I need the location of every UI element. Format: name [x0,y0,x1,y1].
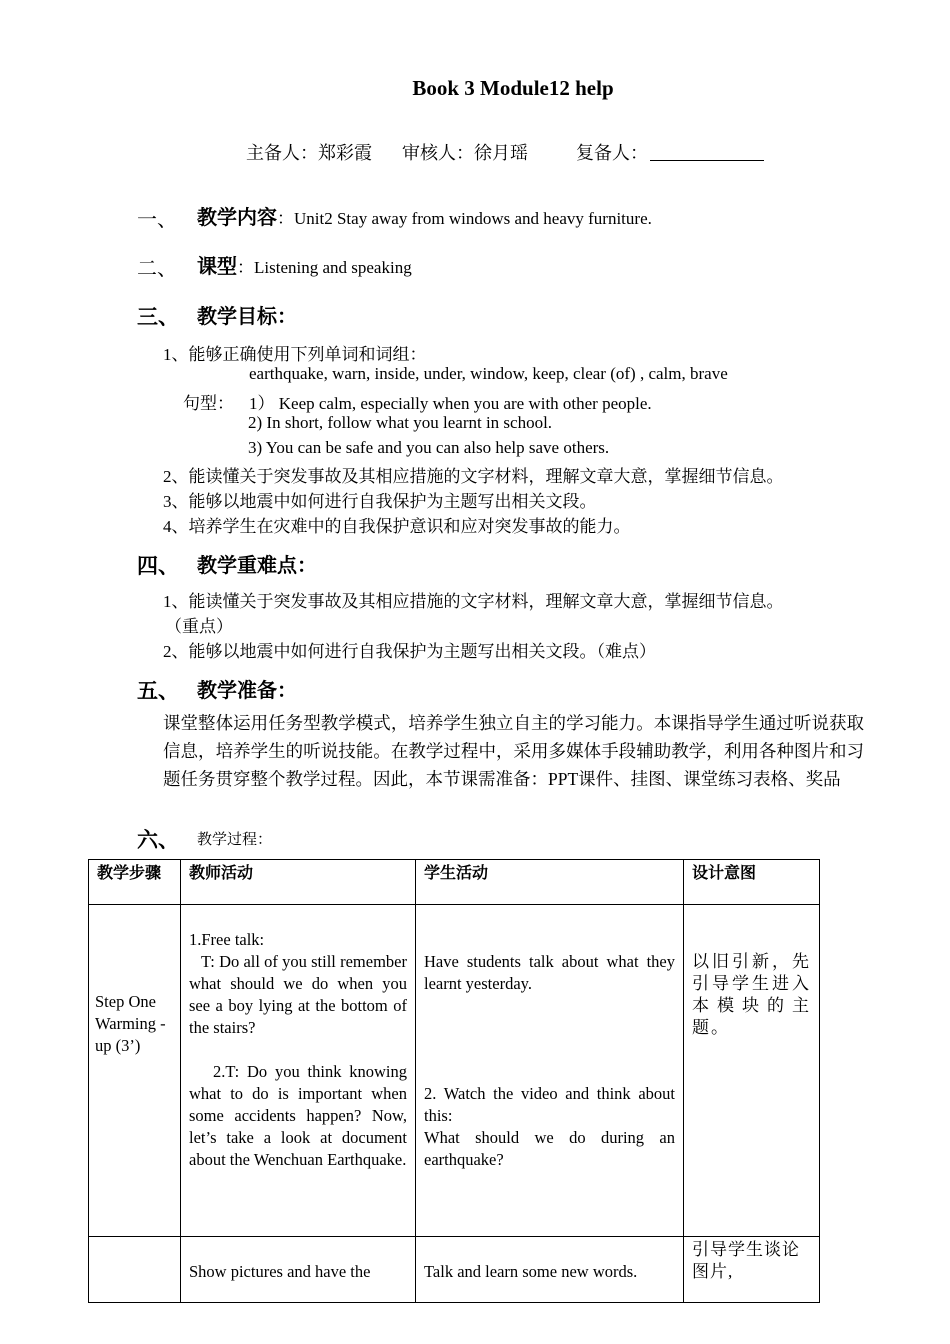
key-point-1-tag: （重点） [165,617,233,636]
header-teacher: 教师活动 [181,860,416,905]
key-point-1: 1、能读懂关于突发事故及其相应措施的文字材料，理解文章大意，掌握细节信息。 [163,592,784,611]
objective-3: 3、能够以地震中如何进行自我保护为主题写出相关文段。 [163,492,597,511]
document-title: Book 3 Module12 help [412,76,614,100]
objective-4: 4、培养学生在灾难中的自我保护意识和应对突发事故的能力。 [163,517,631,536]
copy-preparer: 复备人： [576,143,648,163]
step-one-cell [89,905,181,1237]
student-activity-cell-2 [416,1237,684,1303]
section-5-heading: 教学准备： [197,678,297,702]
student-activity-2: 2. Watch the video and think about this: [424,1084,675,1125]
main-preparer: 主备人：郑彩霞 [246,143,372,163]
design-intent-cell-2 [684,1237,820,1303]
free-talk-title: 1.Free talk: [189,930,265,949]
teaching-process-table [88,859,820,1303]
student-activity-1: Have students talk about what they learnt yesterday. [424,952,675,993]
copy-preparer-blank [650,142,764,161]
preparers-line [246,139,764,165]
section-2-content: ：Listening and speaking [237,258,412,277]
section-3-heading: 教学目标： [197,304,297,328]
objective-words: earthquake, warn, inside, under, window, keep, clear (of) , calm, brave [249,364,728,383]
section-3-number: 三、 [137,305,179,329]
section-4-number: 四、 [137,554,179,578]
header-student: 学生活动 [416,860,684,905]
objective-1: 1、能够正确使用下列单词和词组： [163,345,427,364]
design-intent-2: 引导学生谈论图片, [692,1240,800,1281]
key-point-2: 2、能够以地震中如何进行自我保护为主题写出相关文段。（难点） [163,642,656,661]
section-6-number: 六、 [137,828,179,852]
design-intent-cell [684,905,820,1237]
section-1-number: 一、 [137,209,177,231]
design-intent-1: 以旧引新，先引导学生进入本模块的主题。 [692,952,811,1037]
section-4-heading: 教学重难点： [197,553,317,577]
student-activity-4: Talk and learn some new words. [424,1262,638,1281]
teacher-activity-1: T: Do all of you still remember what should we do when you see a boy lying at the bottom of the stairs? [189,952,407,1037]
section-2-heading: 课型：Listening and speaking [197,254,412,278]
student-activity-3: What should we do during an earthquake? [424,1128,675,1169]
objective-2: 2、能读懂关于突发事故及其相应措施的文字材料，理解文章大意，掌握细节信息。 [163,467,784,486]
section-2-number: 二、 [137,258,177,280]
header-step: 教学步骤 [89,860,181,905]
table-row [89,905,820,1237]
section-6-heading: 教学过程： [197,830,273,848]
sentence-1: 1） Keep calm, especially when you are with other people. [249,394,652,413]
teacher-activity-cell [181,905,416,1237]
student-activity-cell [416,905,684,1237]
step-two-cell [89,1237,181,1303]
section-1-content: ：Unit2 Stay away from windows and heavy furniture. [277,209,652,228]
sentence-3: 3) You can be safe and you can also help save others. [248,438,610,457]
preparation-paragraph: 课堂整体运用任务型教学模式，培养学生独立自主的学习能力。本课指导学生通过听说获取信息，培养学生的听说技能。在教学过程中，采用多媒体手段辅助教学，利用各种图片和习题任务贯穿整个教学过程。因此，本节课需准备：PPT课件、挂图、课堂练习表格、奖品 [163,713,864,789]
section-5-number: 五、 [137,679,179,703]
teacher-activity-3: Show pictures and have the [189,1262,371,1281]
sentence-2: 2) In short, follow what you learnt in school. [248,413,553,432]
section-1-heading: 教学内容：Unit2 Stay away from windows and heavy furniture. [197,205,652,229]
header-intent: 设计意图 [684,860,820,905]
table-row [89,1237,820,1303]
teacher-activity-2: 2.T: Do you think knowing what to do is important when some accidents happen? Now, let’s take a look at document about the Wenchuan Earthquake. [189,1062,407,1169]
reviewer: 审核人：徐月瑶 [402,143,528,163]
step-one-label: Step One Warming -up (3’) [95,992,166,1055]
sentence-label: 句型： [183,394,234,413]
teacher-activity-cell-2 [181,1237,416,1303]
table-header-row [89,860,820,905]
